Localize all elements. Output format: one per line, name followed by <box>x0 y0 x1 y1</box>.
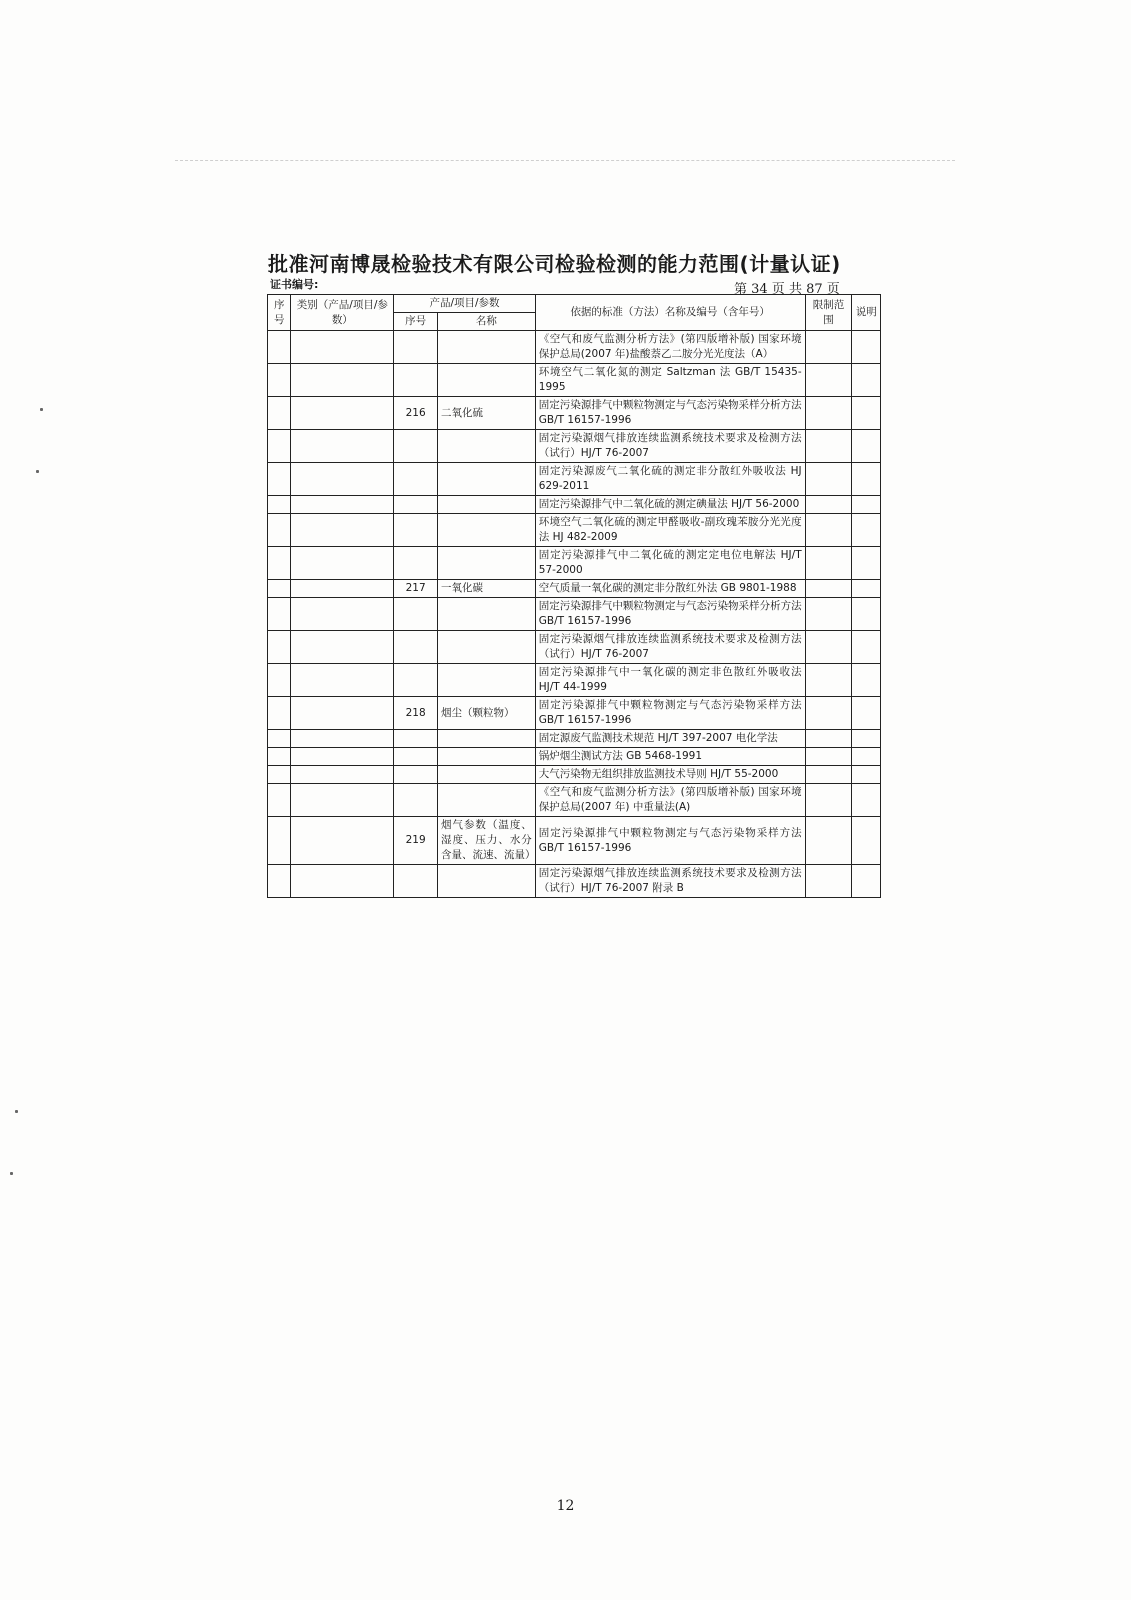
header-seq: 序号 <box>268 295 291 331</box>
cell-item-number <box>394 463 438 496</box>
cell-standard: 固定污染源排气中二氧化硫的测定定电位电解法 HJ/T 57-2000 <box>535 547 805 580</box>
cell-limit <box>805 430 852 463</box>
cell-standard: 固定污染源废气二氧化硫的测定非分散红外吸收法 HJ 629-2011 <box>535 463 805 496</box>
document-title: 批准河南博晟检验技术有限公司检验检测的能力范围(计量认证) <box>268 252 841 276</box>
cell-limit <box>805 730 852 748</box>
cell-item-number <box>394 748 438 766</box>
header-note: 说明 <box>852 295 881 331</box>
cell-item-name: 烟气参数（温度、湿度、压力、水分含量、流速、流量） <box>438 817 536 865</box>
cell-seq <box>268 865 291 898</box>
header-item-seq: 序号 <box>394 313 438 331</box>
cell-standard: 大气污染物无组织排放监测技术导则 HJ/T 55-2000 <box>535 766 805 784</box>
cell-limit <box>805 598 852 631</box>
cell-item-name <box>438 748 536 766</box>
header-limit: 限制范围 <box>805 295 852 331</box>
cell-limit <box>805 664 852 697</box>
cell-item-name <box>438 664 536 697</box>
cell-note <box>852 430 881 463</box>
table-row <box>268 496 881 514</box>
table-row <box>268 748 881 766</box>
cell-item-name <box>438 598 536 631</box>
cell-note <box>852 580 881 598</box>
cell-limit <box>805 331 852 364</box>
cell-seq <box>268 730 291 748</box>
cell-category <box>291 817 394 865</box>
cell-limit <box>805 463 852 496</box>
cell-standard: 锅炉烟尘测试方法 GB 5468-1991 <box>535 748 805 766</box>
cell-category <box>291 514 394 547</box>
cell-category <box>291 496 394 514</box>
cell-item-number <box>394 730 438 748</box>
cell-note <box>852 364 881 397</box>
cell-standard: 固定污染源排气中一氧化碳的测定非色散红外吸收法 HJ/T 44-1999 <box>535 664 805 697</box>
cell-item-number: 218 <box>394 697 438 730</box>
cell-item-name <box>438 463 536 496</box>
cell-category <box>291 397 394 430</box>
cell-seq <box>268 664 291 697</box>
cell-item-name <box>438 331 536 364</box>
cell-note <box>852 730 881 748</box>
cell-category <box>291 697 394 730</box>
cell-standard: 固定污染源排气中二氧化硫的测定碘量法 HJ/T 56-2000 <box>535 496 805 514</box>
table-row <box>268 598 881 631</box>
cell-standard: 环境空气二氧化氮的测定 Saltzman 法 GB/T 15435-1995 <box>535 364 805 397</box>
cell-category <box>291 598 394 631</box>
cell-seq <box>268 748 291 766</box>
cell-standard: 固定污染源排气中颗粒物测定与气态污染物采样方法 GB/T 16157-1996 <box>535 697 805 730</box>
header-standard: 依据的标准（方法）名称及编号（含年号） <box>535 295 805 331</box>
cell-limit <box>805 865 852 898</box>
cell-category <box>291 730 394 748</box>
cell-standard: 固定污染源烟气排放连续监测系统技术要求及检测方法（试行）HJ/T 76-2007 <box>535 631 805 664</box>
cell-item-name: 烟尘（颗粒物） <box>438 697 536 730</box>
cell-note <box>852 766 881 784</box>
cell-item-number <box>394 496 438 514</box>
cell-item-number <box>394 631 438 664</box>
cell-limit <box>805 547 852 580</box>
table-row <box>268 817 881 865</box>
certificate-number-label: 证书编号: <box>270 278 319 291</box>
scan-speck <box>10 1172 13 1175</box>
cell-item-number <box>394 514 438 547</box>
table-row <box>268 397 881 430</box>
cell-item-number <box>394 547 438 580</box>
cell-note <box>852 697 881 730</box>
table-row <box>268 364 881 397</box>
scan-speck <box>15 1110 18 1113</box>
table-row <box>268 631 881 664</box>
cell-category <box>291 631 394 664</box>
cell-item-name <box>438 496 536 514</box>
cell-note <box>852 547 881 580</box>
cell-limit <box>805 697 852 730</box>
cell-seq <box>268 598 291 631</box>
table-row <box>268 430 881 463</box>
cell-item-number <box>394 331 438 364</box>
table-header-row <box>268 295 881 313</box>
table-row <box>268 547 881 580</box>
cell-limit <box>805 397 852 430</box>
cell-seq <box>268 784 291 817</box>
cell-standard: 固定污染源烟气排放连续监测系统技术要求及检测方法（试行）HJ/T 76-2007 附录 B <box>535 865 805 898</box>
cell-note <box>852 631 881 664</box>
header-item-group: 产品/项目/参数 <box>394 295 536 313</box>
table-row <box>268 463 881 496</box>
cell-item-number <box>394 364 438 397</box>
cell-item-name: 二氧化硫 <box>438 397 536 430</box>
cell-seq <box>268 817 291 865</box>
cell-seq <box>268 631 291 664</box>
cell-item-number <box>394 430 438 463</box>
cell-note <box>852 865 881 898</box>
cell-standard: 空气质量一氧化碳的测定非分散红外法 GB 9801-1988 <box>535 580 805 598</box>
cell-item-number <box>394 598 438 631</box>
cell-item-number: 219 <box>394 817 438 865</box>
cell-limit <box>805 631 852 664</box>
cell-item-number: 216 <box>394 397 438 430</box>
table-row <box>268 514 881 547</box>
table-row <box>268 331 881 364</box>
cell-category <box>291 784 394 817</box>
cell-seq <box>268 331 291 364</box>
page-indicator: 第 34 页 共 87 页 <box>734 282 840 297</box>
table-row <box>268 580 881 598</box>
scan-artifact-line <box>175 160 955 161</box>
cell-limit <box>805 580 852 598</box>
cell-limit <box>805 496 852 514</box>
table-row <box>268 697 881 730</box>
cell-item-number <box>394 784 438 817</box>
cell-note <box>852 514 881 547</box>
scan-speck <box>40 408 43 411</box>
table-row <box>268 730 881 748</box>
cell-note <box>852 331 881 364</box>
cell-seq <box>268 496 291 514</box>
cell-item-name <box>438 730 536 748</box>
cell-seq <box>268 697 291 730</box>
cell-standard: 《空气和废气监测分析方法》(第四版增补版) 国家环境保护总局(2007 年) 中重量法(A) <box>535 784 805 817</box>
cell-standard: 固定污染源排气中颗粒物测定与气态污染物采样分析方法 GB/T 16157-1996 <box>535 397 805 430</box>
cell-standard: 《空气和废气监测分析方法》(第四版增补版) 国家环境保护总局(2007 年)盐酸萘乙二胺分光光度法（A） <box>535 331 805 364</box>
cell-item-name <box>438 631 536 664</box>
cell-limit <box>805 766 852 784</box>
table-body <box>268 331 881 898</box>
cell-note <box>852 664 881 697</box>
cell-note <box>852 598 881 631</box>
cell-standard: 固定污染源排气中颗粒物测定与气态污染物采样分析方法 GB/T 16157-1996 <box>535 598 805 631</box>
cell-seq <box>268 364 291 397</box>
cell-category <box>291 331 394 364</box>
cell-item-name <box>438 784 536 817</box>
cell-category <box>291 463 394 496</box>
cell-category <box>291 430 394 463</box>
cell-limit <box>805 817 852 865</box>
cell-category <box>291 580 394 598</box>
cell-note <box>852 817 881 865</box>
table-row <box>268 865 881 898</box>
cell-limit <box>805 748 852 766</box>
cell-standard: 固定源废气监测技术规范 HJ/T 397-2007 电化学法 <box>535 730 805 748</box>
capability-scope-table <box>267 294 881 898</box>
cell-item-number: 217 <box>394 580 438 598</box>
cell-item-name <box>438 364 536 397</box>
cell-limit <box>805 514 852 547</box>
footer-page-number: 12 <box>556 1498 575 1514</box>
cell-item-name <box>438 547 536 580</box>
header-item-name: 名称 <box>438 313 536 331</box>
cell-standard: 环境空气二氧化硫的测定甲醛吸收-副玫瑰苯胺分光光度法 HJ 482-2009 <box>535 514 805 547</box>
cell-category <box>291 748 394 766</box>
scan-speck <box>36 470 39 473</box>
cell-item-name <box>438 430 536 463</box>
cell-item-number <box>394 865 438 898</box>
cell-category <box>291 364 394 397</box>
cell-item-name <box>438 514 536 547</box>
cell-seq <box>268 580 291 598</box>
cell-seq <box>268 766 291 784</box>
cell-standard: 固定污染源排气中颗粒物测定与气态污染物采样方法 GB/T 16157-1996 <box>535 817 805 865</box>
cell-note <box>852 496 881 514</box>
cell-seq <box>268 397 291 430</box>
cell-item-number <box>394 766 438 784</box>
cell-limit <box>805 364 852 397</box>
cell-category <box>291 865 394 898</box>
cell-standard: 固定污染源烟气排放连续监测系统技术要求及检测方法（试行）HJ/T 76-2007 <box>535 430 805 463</box>
cell-category <box>291 766 394 784</box>
cell-seq <box>268 514 291 547</box>
cell-item-name: 一氧化碳 <box>438 580 536 598</box>
table-row <box>268 784 881 817</box>
cell-category <box>291 547 394 580</box>
header-category: 类别（产品/项目/参数） <box>291 295 394 331</box>
table-row <box>268 664 881 697</box>
cell-seq <box>268 547 291 580</box>
cell-seq <box>268 430 291 463</box>
cell-item-name <box>438 865 536 898</box>
cell-item-name <box>438 766 536 784</box>
cell-category <box>291 664 394 697</box>
cell-item-number <box>394 664 438 697</box>
cell-seq <box>268 463 291 496</box>
cell-note <box>852 748 881 766</box>
cell-note <box>852 784 881 817</box>
cell-limit <box>805 784 852 817</box>
cell-note <box>852 397 881 430</box>
cell-note <box>852 463 881 496</box>
table-row <box>268 766 881 784</box>
